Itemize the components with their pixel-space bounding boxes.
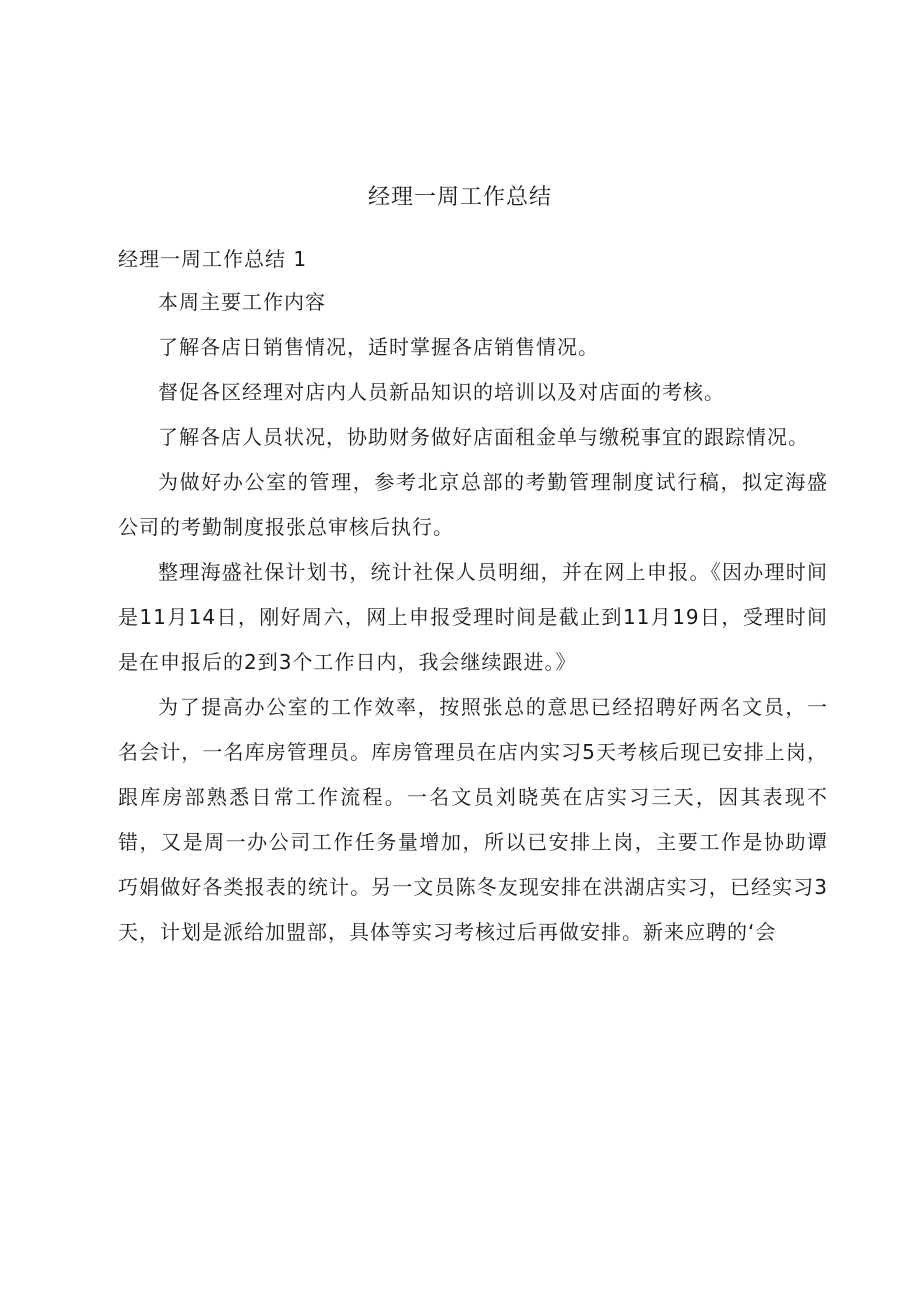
paragraph-hiring: 为了提高办公室的工作效率，按照张总的意思已经招聘好两名文员，一名会计，一名库房管理员。库房管理员在店内实习5天考核后现已安排上岗，跟库房部熟悉日常工作流程。一名文员刘晓英在店实习三天，因其表现不错，又是周一办公司工作任务量增加，所以已安排上岗，主要工作是协助谭巧娟做好各类报表的统计。另一文员陈冬友现安排在洪湖店实习，已经实习3天，计划是派给加盟部，具体等实习考核过后再做安排。新来应聘的‘会 xyxy=(118,695,828,944)
paragraph-daily-sales: 了解各店日销售情况，适时掌握各店销售情况。 xyxy=(158,335,599,359)
paragraph-training: 督促各区经理对店内人员新品知识的培训以及对店面的考核。 xyxy=(158,380,725,404)
paragraph-attendance: 为做好办公室的管理，参考北京总部的考勤管理制度试行稿，拟定海盛公司的考勤制度报张总审核后执行。 xyxy=(118,470,828,539)
document-title: 经理一周工作总结 xyxy=(367,185,552,210)
paragraph-main-work: 本周主要工作内容 xyxy=(158,290,326,314)
paragraph-staff-status: 了解各店人员状况，协助财务做好店面租金单与缴税事宜的跟踪情况。 xyxy=(158,425,809,449)
paragraph-social-security: 整理海盛社保计划书，统计社保人员明细，并在网上申报。《因办理时间是11月14日，刚好周六，网上申报受理时间是截止到11月19日，受理时间是在申报后的2到3个工作日内，我会继续跟进。》 xyxy=(118,560,828,674)
document-body xyxy=(118,280,828,955)
section-heading: 经理一周工作总结 1 xyxy=(118,247,308,271)
